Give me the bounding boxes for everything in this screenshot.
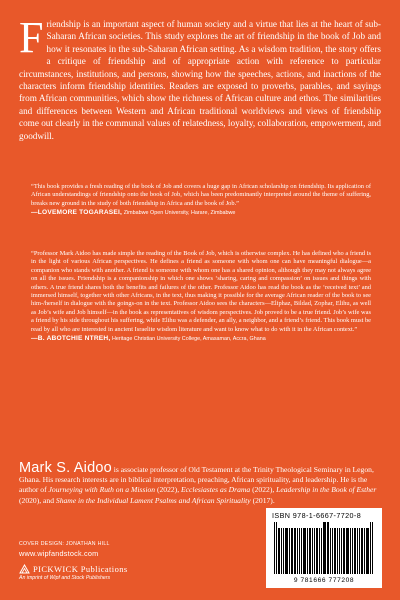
barcode-bar <box>291 528 293 574</box>
bio-text-segment: is associate professor of Old Testament at the Trinity Theological Seminary in Legon, Ghana. His research interests are in biblical interpretation, preaching, African spirituality, and leadership. He is the author of <box>19 465 374 495</box>
bio-text-segment: (2017). <box>250 495 275 505</box>
barcode-bar <box>294 528 296 574</box>
barcode-bar <box>346 528 349 574</box>
endorser-name: —LOVEMORE TOGARASEI, <box>31 209 123 217</box>
book-title: Journeying with Ruth on a Mission <box>48 485 156 495</box>
barcode-box <box>266 508 382 588</box>
barcode-bar <box>283 528 284 574</box>
book-title: Leadership in the Book of Esther <box>276 485 377 495</box>
barcode-bar <box>354 528 356 574</box>
publisher-logo <box>19 564 219 574</box>
endorsement-attribution <box>31 209 371 217</box>
endorsement-text: “This book provides a fresh reading of the book of Job and covers a huge gap in African scholarship on friendship. Its application of African understandings of friendship onto the book of Job, which has been predominantly interpreted around the theme of suffering, breaks new ground in the study of both friendship in Africa and the book of Job.” <box>31 183 371 207</box>
publisher-website[interactable]: www.wipfandstock.com <box>19 549 99 558</box>
barcode-bar <box>339 528 340 574</box>
endorsement-attribution <box>31 335 371 343</box>
barcode-bar <box>357 528 358 574</box>
barcode-bar <box>372 522 373 574</box>
barcode-bar <box>359 528 360 574</box>
author-bio <box>19 460 381 506</box>
author-name: Mark S. Aidoo <box>19 460 112 476</box>
barcode-bar <box>341 528 342 574</box>
barcode-bar <box>350 528 351 574</box>
drop-cap: F <box>19 13 44 62</box>
publisher-name: PICKWICK Publications <box>33 564 128 574</box>
barcode-bar <box>281 528 282 574</box>
barcode-bar <box>330 528 331 574</box>
barcode-bar <box>352 528 353 574</box>
barcode-bar <box>364 528 365 574</box>
intro-paragraph <box>19 13 381 142</box>
barcode-bar <box>323 522 326 574</box>
endorsement-1 <box>31 183 371 218</box>
intro-text: riendship is an important aspect of human society and a virtue that lies at the heart of sub-Saharan African societies. This study explores the art of friendship in the book of Job and how it resonates in the sub-Saharan African setting. As a wisdom tradition, the story offers a critique of friendship and of appropriate action with reference to particular circumstances, institutions, and persons, showing how the speeches, actions, and inactions of the characters inform friendship identities. Readers are exposed to proverbs, parables, and sayings from African communities, which show the richness of African culture and ethos. The similarities and differences between Western and African traditional worldviews and views of friendship come out clearly in the communal values of relatedness, loyalty, collaboration, empowerment, and goodwill. <box>19 19 381 141</box>
barcode-bar <box>337 528 338 574</box>
barcode-bar <box>309 528 311 574</box>
isbn-label: ISBN 978-1-6667-7720-8 <box>272 511 362 520</box>
barcode-bar <box>370 522 371 574</box>
barcode-bar <box>299 528 300 574</box>
barcode-bar <box>332 528 333 574</box>
barcode-bar <box>307 528 308 574</box>
endorsement-text: “Professor Mark Aidoo has made simple the reading of the Book of Job, which is otherwise complex. He has defined who a friend is in the light of various African perspectives. He defines a friend as someone with whom one can have meaningful dialogue—a companion who stands with another. A friend is someone with whom one has a shared opinion, although they may not always agree on all the issues. Friendship is a companionship in which one shows ‘sharing, caring and compassion’ on issues and things with others. A true friend shares both the benefits and failures of the other. Professor Aidoo has read the book as the ‘received text’ and immersed himself, together with other Africans, in the text, thus making it possible for the average African reader of the book to see him-/herself in dialogue with the goings-on in the text. Professor Aidoo sees the characters—Eliphaz, Bildad, Zophar, Elihu, as well as Job’s wife and Job himself—in the book as representatives of wisdom perspectives. Job proved to be a true friend. Job’s wife was a friend by his side throughout his suffering, while Elihu was a defender, an ally, a neighbor, and a friend’s friend. This book must be read by all who are interested in ancient Israelite wisdom literature and want to know what to do with it in the African context.” <box>31 250 371 333</box>
barcode-bar <box>321 528 322 574</box>
barcode-bar <box>303 528 306 574</box>
book-title: Shame in the Individual Lament Psalms and African Spirituality <box>55 495 251 505</box>
barcode-bar <box>327 522 329 574</box>
endorser-affiliation: Zimbabwe Open University, Harare, Zimbabwe <box>123 210 236 217</box>
cover-design-credit: COVER DESIGN: JONATHAN HILL <box>19 541 110 547</box>
endorsement-2 <box>31 250 371 343</box>
bio-text-segment: (2022), <box>250 485 277 495</box>
barcode-bar <box>274 522 275 574</box>
barcode-bars <box>274 522 374 574</box>
barcode-bar <box>278 528 280 574</box>
publisher-info <box>19 541 219 581</box>
publisher-logo-icon <box>19 564 30 574</box>
imprint-line: An imprint of Wipf and Stock Publishers <box>19 575 111 581</box>
barcode-bar <box>361 528 363 574</box>
barcode-bar <box>314 528 315 574</box>
barcode-bar <box>316 528 318 574</box>
barcode-bar <box>319 528 320 574</box>
barcode-bar <box>312 528 313 574</box>
barcode-bar <box>297 528 298 574</box>
barcode-bar <box>289 528 290 574</box>
barcode-number: 9 781666 777208 <box>293 577 355 584</box>
bio-text-segment: (2022), <box>155 485 182 495</box>
barcode-bar <box>334 528 336 574</box>
bio-text-segment: (2020), and <box>19 495 56 505</box>
barcode-bar <box>285 528 288 574</box>
endorser-name: —B. ABOTCHIE NTREH, <box>31 335 111 343</box>
book-title: Ecclesiastes as Drama <box>181 485 251 495</box>
barcode-bar <box>366 528 369 574</box>
barcode-bar <box>276 522 277 574</box>
barcode-bar <box>301 528 302 574</box>
barcode-bar <box>343 528 345 574</box>
endorser-affiliation: Heritage Christian University College, Amasaman, Accra, Ghana <box>112 336 266 343</box>
